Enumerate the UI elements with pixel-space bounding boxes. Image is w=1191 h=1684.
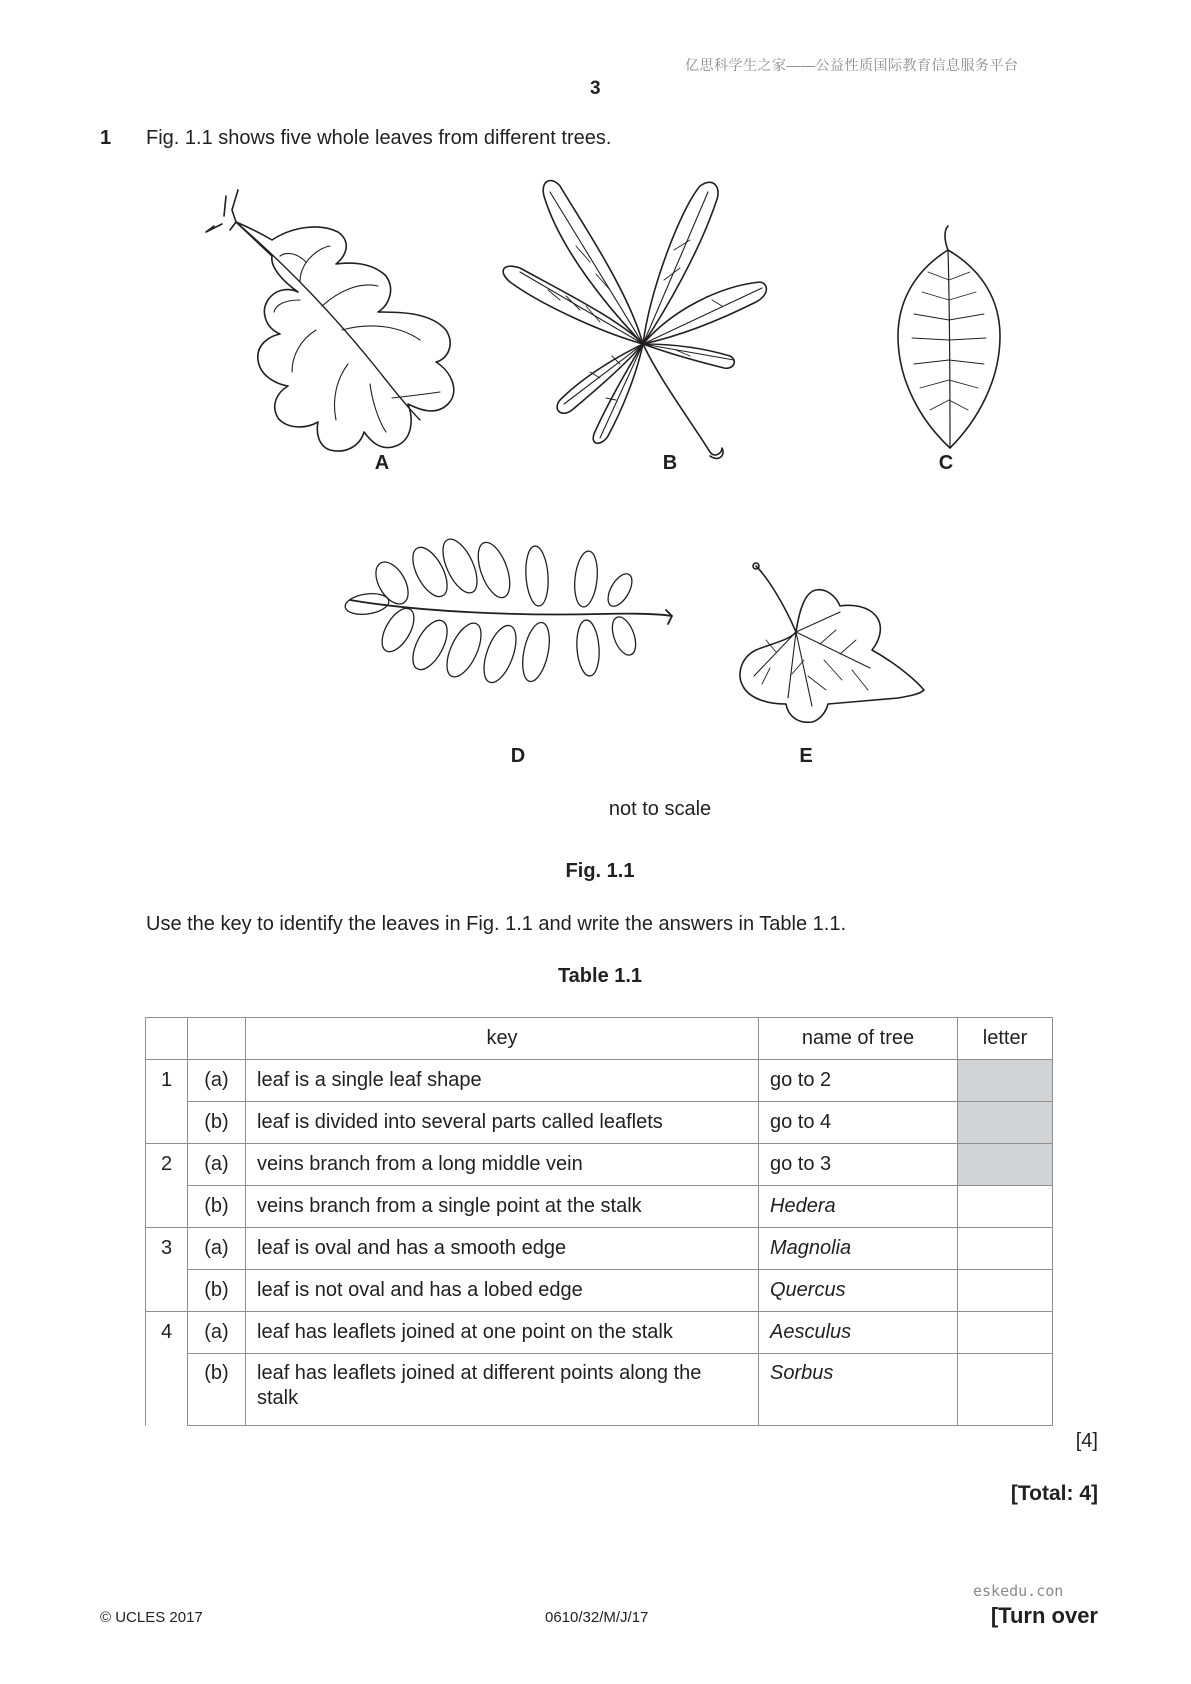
- leaf-label-a: A: [374, 452, 390, 474]
- tree-name: Magnolia: [759, 1228, 958, 1270]
- leaf-a-drawing: [206, 190, 454, 451]
- letter-answer-field[interactable]: [958, 1312, 1053, 1354]
- table-row: [146, 1144, 1053, 1186]
- key-text: leaf is a single leaf shape: [246, 1060, 759, 1102]
- tree-name: Hedera: [759, 1186, 958, 1228]
- letter-answer-field[interactable]: [958, 1186, 1053, 1228]
- leaf-label-b: B: [662, 452, 678, 474]
- key-text: veins branch from a long middle vein: [246, 1144, 759, 1186]
- figure-leaves: [0, 0, 1191, 800]
- table-row: [146, 1312, 1053, 1354]
- key-text: leaf is not oval and has a lobed edge: [246, 1270, 759, 1312]
- tree-name: Sorbus: [759, 1354, 958, 1426]
- step-sub: (b): [188, 1102, 246, 1144]
- instruction-text: Use the key to identify the leaves in Fig. 1.1 and write the answers in Table 1.1.: [146, 913, 847, 935]
- header-key: key: [246, 1018, 759, 1060]
- marks: [4]: [1075, 1430, 1098, 1452]
- step-sub: (a): [188, 1312, 246, 1354]
- header-watermark: 亿思科学生之家——公益性质国际教育信息服务平台: [685, 57, 1019, 73]
- table-caption: Table 1.1: [557, 965, 643, 987]
- footer-watermark: eskedu.con: [973, 1582, 1064, 1600]
- key-table: [145, 1017, 1053, 1426]
- letter-answer-field[interactable]: [958, 1228, 1053, 1270]
- letter-answer-field[interactable]: [958, 1354, 1053, 1426]
- copyright: © UCLES 2017: [100, 1609, 203, 1626]
- step-sub: (b): [188, 1186, 246, 1228]
- leaf-label-c: C: [938, 452, 954, 474]
- leaf-b-drawing: [503, 181, 766, 459]
- scale-note: not to scale: [608, 798, 712, 820]
- key-text: leaf is oval and has a smooth edge: [246, 1228, 759, 1270]
- letter-cell: [958, 1102, 1053, 1144]
- step-sub: (a): [188, 1060, 246, 1102]
- key-text: leaf has leaflets joined at one point on the stalk: [246, 1312, 759, 1354]
- header-sub: [188, 1018, 246, 1060]
- letter-cell: [958, 1060, 1053, 1102]
- leaf-label-e: E: [799, 745, 813, 767]
- figure-caption: Fig. 1.1: [565, 860, 635, 882]
- letter-answer-field[interactable]: [958, 1270, 1053, 1312]
- tree-name: go to 3: [759, 1144, 958, 1186]
- leaf-label-d: D: [510, 745, 526, 767]
- table-row: [146, 1186, 1053, 1228]
- leaf-e-drawing: [740, 563, 924, 722]
- key-text: veins branch from a single point at the stalk: [246, 1186, 759, 1228]
- step-sub: (a): [188, 1144, 246, 1186]
- step-number: 4: [146, 1312, 188, 1426]
- total-marks: [Total: 4]: [1010, 1482, 1098, 1505]
- step-number: 1: [146, 1060, 188, 1144]
- question-number: 1: [100, 127, 112, 149]
- leaf-c-drawing: [898, 226, 1000, 448]
- step-sub: (b): [188, 1270, 246, 1312]
- header-tree: name of tree: [759, 1018, 958, 1060]
- table-row: [146, 1102, 1053, 1144]
- paper-code: 0610/32/M/J/17: [545, 1609, 649, 1626]
- tree-name: Aesculus: [759, 1312, 958, 1354]
- header-letter: letter: [958, 1018, 1053, 1060]
- table-row: [146, 1270, 1053, 1312]
- step-sub: (b): [188, 1354, 246, 1426]
- step-number: 2: [146, 1144, 188, 1228]
- tree-name: go to 4: [759, 1102, 958, 1144]
- table-row: [146, 1060, 1053, 1102]
- step-number: 3: [146, 1228, 188, 1312]
- letter-cell: [958, 1144, 1053, 1186]
- page-number: 3: [590, 78, 601, 99]
- tree-name: Quercus: [759, 1270, 958, 1312]
- key-text: leaf has leaflets joined at different points along the stalk: [246, 1354, 759, 1426]
- table-row: [146, 1228, 1053, 1270]
- turn-over: [Turn over: [990, 1603, 1098, 1628]
- question-intro: Fig. 1.1 shows five whole leaves from different trees.: [146, 127, 612, 149]
- key-text: leaf is divided into several parts called leaflets: [246, 1102, 759, 1144]
- header-number: [146, 1018, 188, 1060]
- tree-name: go to 2: [759, 1060, 958, 1102]
- table-header-row: [146, 1018, 1053, 1060]
- step-sub: (a): [188, 1228, 246, 1270]
- table-row: [146, 1354, 1053, 1426]
- leaf-d-drawing: [344, 534, 672, 686]
